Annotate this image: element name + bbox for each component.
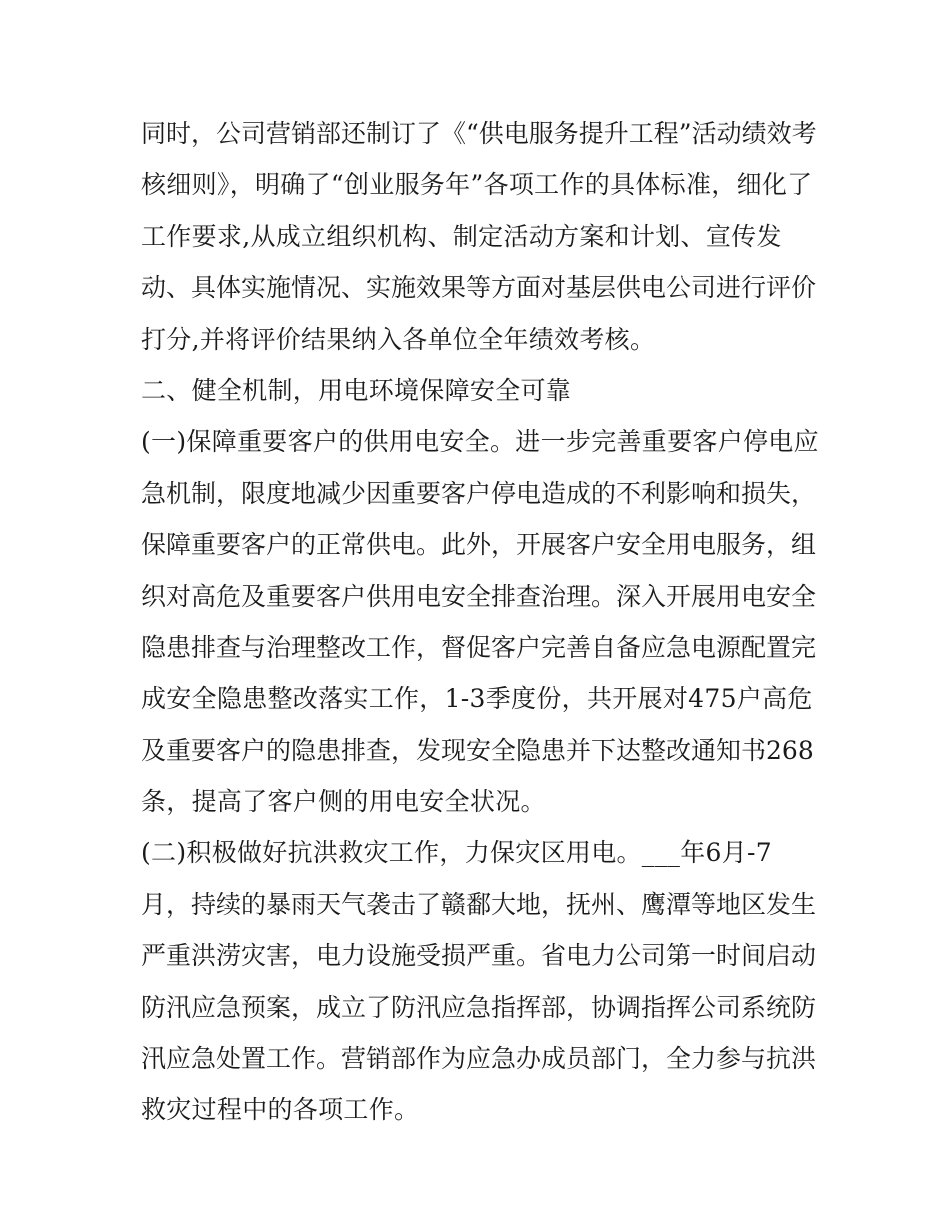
text-line: 严重洪涝灾害，电力设施受损严重。省电力公司第一时间启动 [141,941,817,971]
text-line: 急机制，限度地减少因重要客户停电造成的不利影响和损失， [141,478,817,508]
section-heading: 二、健全机制，用电环境保障安全可靠 [141,375,572,405]
text-line: 打分,并将评价结果纳入各单位全年绩效考核。 [141,324,656,354]
text-line: (一)保障重要客户的供用电安全。进一步完善重要客户停电应 [141,427,819,457]
text-line: 核细则》，明确了“创业服务年”各项工作的具体标准，细化了 [141,170,813,200]
text-line: 及重要客户的隐患排查，发现安全隐患并下达整改通知书268 [141,735,814,765]
text-line: 防汛应急预案，成立了防汛应急指挥部，协调指挥公司系统防 [141,992,817,1022]
text-line: 保障重要客户的正常供电。此外，开展客户安全用电服务，组 [141,530,817,560]
text-line: 条，提高了客户侧的用电安全状况。 [141,787,546,817]
text-line: (二)积极做好抗洪救灾工作，力保灾区用电。___年6月-7 [141,838,772,868]
text-line: 月，持续的暴雨天气袭击了赣鄱大地，抚州、鹰潭等地区发生 [141,889,817,919]
text-line: 工作要求,从成立组织机构、制定活动方案和计划、宣传发 [141,221,782,251]
text-line: 动、具体实施情况、实施效果等方面对基层供电公司进行评价 [141,273,817,303]
text-line: 隐患排查与治理整改工作，督促客户完善自备应急电源配置完 [141,632,817,662]
body-text [141,108,821,1136]
text-line: 同时，公司营销部还制订了《“供电服务提升工程”活动绩效考 [141,119,817,148]
text-line: 成安全隐患整改落实工作，1-3季度份，共开展对475户高危 [141,684,813,714]
text-line: 汛应急处置工作。营销部作为应急办成员部门，全力参与抗洪 [141,1044,817,1074]
text-line: 救灾过程中的各项工作。 [141,1095,420,1125]
text-line: 织对高危及重要客户供用电安全排查治理。深入开展用电安全 [141,581,817,611]
